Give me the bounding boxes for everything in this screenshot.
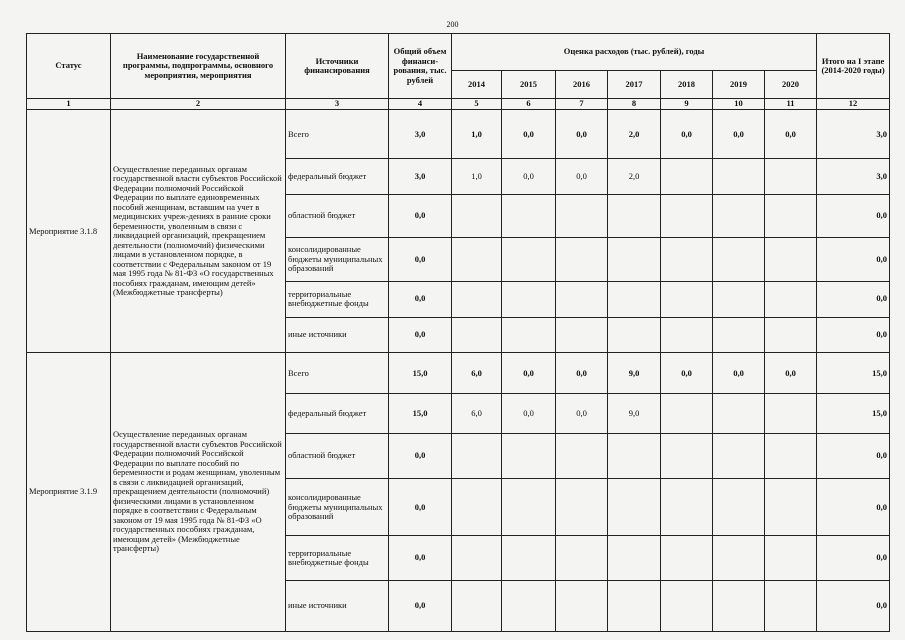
column-number: 5 xyxy=(452,99,502,110)
empty-cell xyxy=(661,281,713,317)
empty-cell xyxy=(452,238,502,281)
total-volume-value: 0,0 xyxy=(389,536,452,580)
empty-cell xyxy=(556,317,608,353)
empty-cell xyxy=(713,317,765,353)
column-number: 12 xyxy=(817,99,890,110)
funding-source: Всего xyxy=(286,353,389,394)
year-value: 0,0 xyxy=(556,110,608,159)
stage-total-value: 0,0 xyxy=(817,479,890,536)
total-volume-value: 15,0 xyxy=(389,353,452,394)
year-value: 1,0 xyxy=(452,159,502,195)
empty-cell xyxy=(452,317,502,353)
funding-source: областной бюджет xyxy=(286,195,389,238)
empty-cell xyxy=(502,317,556,353)
year-value: 0,0 xyxy=(713,353,765,394)
empty-cell xyxy=(452,536,502,580)
empty-cell xyxy=(502,238,556,281)
year-value: 0,0 xyxy=(713,110,765,159)
header-year: 2015 xyxy=(502,70,556,98)
funding-source: Всего xyxy=(286,110,389,159)
header-row xyxy=(27,34,890,71)
total-volume-value: 3,0 xyxy=(389,110,452,159)
year-value: 0,0 xyxy=(765,353,817,394)
empty-cell xyxy=(502,281,556,317)
year-value: 0,0 xyxy=(502,394,556,433)
header-total-volume: Общий объем финанси-рования, тыс. рублей xyxy=(389,34,452,99)
year-value: 0,0 xyxy=(556,159,608,195)
empty-cell xyxy=(661,479,713,536)
empty-cell xyxy=(556,479,608,536)
empty-cell xyxy=(452,433,502,479)
year-value: 0,0 xyxy=(556,394,608,433)
empty-cell xyxy=(608,238,661,281)
year-value: 2,0 xyxy=(608,159,661,195)
empty-cell xyxy=(765,433,817,479)
empty-cell xyxy=(608,281,661,317)
empty-cell xyxy=(713,433,765,479)
empty-cell xyxy=(608,195,661,238)
empty-cell xyxy=(713,536,765,580)
measure-name: Осуществление переданных органам государственной власти субъектов Российской Федерации полномочий Российской Федерации по выплате пособий по беременности и родам женщинам, уволенным в связи с ликвидацией организаций, прекращением деятельности (полномочий) физическими лицами в установленном порядке в соответствии с Федеральным законом от 19 мая 1995 года № 81-ФЗ «О государственных пособиях гражданам, имеющим детей» (Межбюджетные трансферты) xyxy=(111,353,286,632)
funding-row xyxy=(27,110,890,159)
funding-source: иные источники xyxy=(286,317,389,353)
column-number: 2 xyxy=(111,99,286,110)
header-year: 2018 xyxy=(661,70,713,98)
empty-cell xyxy=(556,536,608,580)
stage-total-value: 0,0 xyxy=(817,317,890,353)
stage-total-value: 0,0 xyxy=(817,536,890,580)
empty-cell xyxy=(765,479,817,536)
total-volume-value: 0,0 xyxy=(389,281,452,317)
header-source: Источники финансирования xyxy=(286,34,389,99)
empty-cell xyxy=(661,317,713,353)
empty-cell xyxy=(502,536,556,580)
total-volume-value: 3,0 xyxy=(389,159,452,195)
empty-cell xyxy=(556,281,608,317)
empty-cell xyxy=(556,238,608,281)
empty-cell xyxy=(661,433,713,479)
empty-cell xyxy=(713,281,765,317)
column-number: 11 xyxy=(765,99,817,110)
empty-cell xyxy=(765,238,817,281)
funding-source: областной бюджет xyxy=(286,433,389,479)
year-value: 0,0 xyxy=(556,353,608,394)
funding-source: федеральный бюджет xyxy=(286,159,389,195)
empty-cell xyxy=(502,433,556,479)
empty-cell xyxy=(765,195,817,238)
total-volume-value: 0,0 xyxy=(389,580,452,631)
total-volume-value: 15,0 xyxy=(389,394,452,433)
empty-cell xyxy=(661,580,713,631)
empty-cell xyxy=(608,433,661,479)
funding-row xyxy=(27,353,890,394)
year-value: 0,0 xyxy=(502,159,556,195)
measure-status: Мероприятие 3.1.9 xyxy=(27,353,111,632)
header-year: 2020 xyxy=(765,70,817,98)
stage-total-value: 15,0 xyxy=(817,394,890,433)
empty-cell xyxy=(713,238,765,281)
year-value: 6,0 xyxy=(452,353,502,394)
stage-total-value: 0,0 xyxy=(817,195,890,238)
year-value: 9,0 xyxy=(608,394,661,433)
funding-source: федеральный бюджет xyxy=(286,394,389,433)
empty-cell xyxy=(452,479,502,536)
total-volume-value: 0,0 xyxy=(389,195,452,238)
empty-cell xyxy=(713,479,765,536)
header-stage-total: Итого на I этапе (2014-2020 годы) xyxy=(817,34,890,99)
funding-source: иные источники xyxy=(286,580,389,631)
expenditure-table xyxy=(26,33,890,632)
header-year: 2016 xyxy=(556,70,608,98)
funding-source: территориальные внебюджетные фонды xyxy=(286,536,389,580)
empty-cell xyxy=(661,238,713,281)
empty-cell xyxy=(452,580,502,631)
empty-cell xyxy=(661,394,713,433)
header-year: 2019 xyxy=(713,70,765,98)
empty-cell xyxy=(713,394,765,433)
empty-cell xyxy=(608,317,661,353)
empty-cell xyxy=(502,479,556,536)
empty-cell xyxy=(713,159,765,195)
empty-cell xyxy=(452,281,502,317)
measure-name: Осуществление переданных органам государственной власти субъектов Российской Федерации полномочий Российской Федерации по выплате единовременных пособий женщинам, вставшим на учет в медицинских учреж-дениях в ранние сроки беременности, уволенным в связи с ликвидацией организаций, прекращением деятельности (полномочий) физическими лицами в установленном порядке, в соответствии с Федеральным законом от 19 мая 1995 года № 81-ФЗ «О государственных пособиях гражданам, имеющим детей» (Межбюджетные трансферты) xyxy=(111,110,286,353)
column-number: 3 xyxy=(286,99,389,110)
empty-cell xyxy=(608,536,661,580)
year-value: 0,0 xyxy=(502,110,556,159)
stage-total-value: 0,0 xyxy=(817,580,890,631)
total-volume-value: 0,0 xyxy=(389,433,452,479)
column-number: 7 xyxy=(556,99,608,110)
empty-cell xyxy=(502,195,556,238)
column-number: 8 xyxy=(608,99,661,110)
header-estimate: Оценка расходов (тыс. рублей), годы xyxy=(452,34,817,71)
year-value: 2,0 xyxy=(608,110,661,159)
funding-source: консолидированные бюджеты муниципальных образований xyxy=(286,479,389,536)
year-value: 1,0 xyxy=(452,110,502,159)
empty-cell xyxy=(713,580,765,631)
stage-total-value: 3,0 xyxy=(817,110,890,159)
header-status: Статус xyxy=(27,34,111,99)
column-number-row xyxy=(27,99,890,110)
empty-cell xyxy=(608,479,661,536)
empty-cell xyxy=(556,433,608,479)
empty-cell xyxy=(765,580,817,631)
total-volume-value: 0,0 xyxy=(389,479,452,536)
stage-total-value: 0,0 xyxy=(817,281,890,317)
column-number: 10 xyxy=(713,99,765,110)
stage-total-value: 0,0 xyxy=(817,433,890,479)
column-number: 1 xyxy=(27,99,111,110)
column-number: 9 xyxy=(661,99,713,110)
page-number: 200 xyxy=(446,20,459,29)
empty-cell xyxy=(765,394,817,433)
measure-status: Мероприятие 3.1.8 xyxy=(27,110,111,353)
empty-cell xyxy=(661,536,713,580)
year-value: 6,0 xyxy=(452,394,502,433)
funding-source: территориальные внебюджетные фонды xyxy=(286,281,389,317)
total-volume-value: 0,0 xyxy=(389,238,452,281)
header-year: 2017 xyxy=(608,70,661,98)
empty-cell xyxy=(661,159,713,195)
empty-cell xyxy=(713,195,765,238)
stage-total-value: 3,0 xyxy=(817,159,890,195)
empty-cell xyxy=(765,536,817,580)
empty-cell xyxy=(765,159,817,195)
stage-total-value: 15,0 xyxy=(817,353,890,394)
funding-source: консолидированные бюджеты муниципальных образований xyxy=(286,238,389,281)
empty-cell xyxy=(765,317,817,353)
empty-cell xyxy=(502,580,556,631)
empty-cell xyxy=(765,281,817,317)
year-value: 0,0 xyxy=(661,353,713,394)
stage-total-value: 0,0 xyxy=(817,238,890,281)
year-value: 9,0 xyxy=(608,353,661,394)
total-volume-value: 0,0 xyxy=(389,317,452,353)
year-value: 0,0 xyxy=(502,353,556,394)
column-number: 4 xyxy=(389,99,452,110)
year-value: 0,0 xyxy=(765,110,817,159)
header-name: Наименование государственной программы, подпрограммы, основного мероприятия, мероприятия xyxy=(111,34,286,99)
empty-cell xyxy=(452,195,502,238)
empty-cell xyxy=(556,580,608,631)
header-year: 2014 xyxy=(452,70,502,98)
empty-cell xyxy=(556,195,608,238)
year-value: 0,0 xyxy=(661,110,713,159)
empty-cell xyxy=(661,195,713,238)
column-number: 6 xyxy=(502,99,556,110)
empty-cell xyxy=(608,580,661,631)
